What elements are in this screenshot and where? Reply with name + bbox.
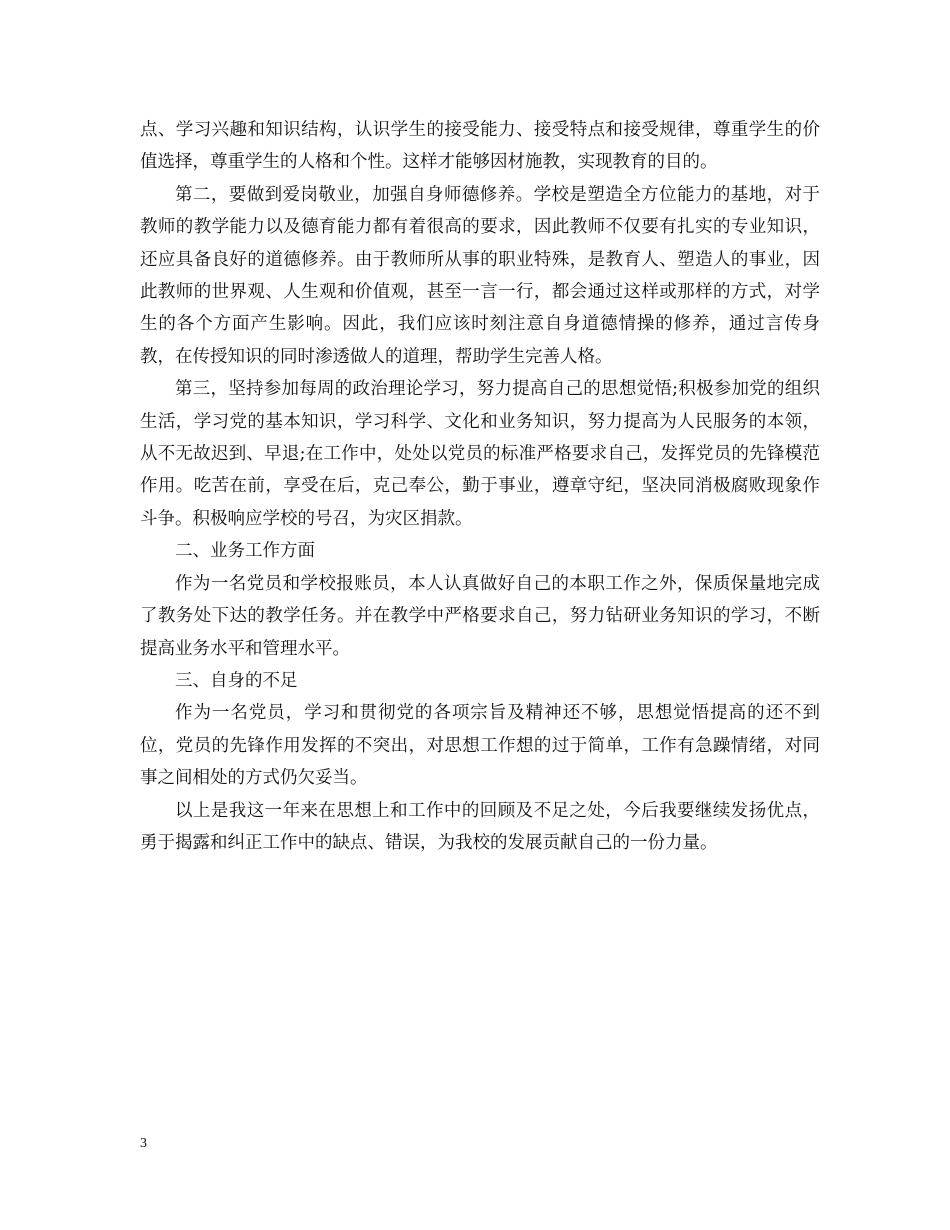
paragraph-5: 作为一名党员，学习和贯彻党的各项宗旨及精神还不够，思想觉悟提高的还不到位，党员的先锋作用发挥的不突出，对思想工作想的过于简单，工作有急躁情绪，对同事之间相处的方式仍欠妥当。: [140, 703, 820, 789]
document-body: [140, 114, 820, 859]
paragraph-2: 第二，要做到爱岗敬业，加强自身师德修养。学校是塑造全方位能力的基地，对于教师的教学能力以及德育能力都有着很高的要求，因此教师不仅要有扎实的专业知识，还应具备良好的道德修养。由于教师所从事的职业特殊，是教育人、塑造人的事业，因此教师的世界观、人生观和价值观，甚至一言一行，都会通过这样或那样的方式，对学生的各个方面产生影响。因此，我们应该时刻注意自身道德情操的修养，通过言传身教，在传授知识的同时渗透做人的道理，帮助学生完善人格。: [140, 184, 820, 367]
paragraph-3: 第三，坚持参加每周的政治理论学习，努力提高自己的思想觉悟;积极参加党的组织生活，学习党的基本知识，学习科学、文化和业务知识，努力提高为人民服务的本领，从不无故迟到、早退;在工作中，处处以党员的标准严格要求自己，发挥党员的先锋模范作用。吃苦在前，享受在后，克己奉公，勤于事业，遵章守纪，坚决同消极腐败现象作斗争。积极响应学校的号召，为灾区捐款。: [140, 379, 820, 529]
page-number: 3: [140, 1136, 147, 1151]
section-heading-business: 二、业务工作方面: [175, 541, 315, 562]
section-heading-shortcomings: 三、自身的不足: [175, 670, 298, 691]
paragraph-1: 点、学习兴趣和知识结构，认识学生的接受能力、接受特点和接受规律，尊重学生的价值选择，尊重学生的人格和个性。这样才能够因材施教，实现教育的目的。: [140, 120, 820, 173]
paragraph-6: 以上是我这一年来在思想上和工作中的回顾及不足之处，今后我要继续发扬优点，勇于揭露和纠正工作中的缺点、错误，为我校的发展贡献自己的一份力量。: [140, 800, 820, 853]
paragraph-4: 作为一名党员和学校报账员，本人认真做好自己的本职工作之外，保质保量地完成了教务处下达的教学任务。并在教学中严格要求自己，努力钻研业务知识的学习，不断提高业务水平和管理水平。: [140, 573, 820, 659]
